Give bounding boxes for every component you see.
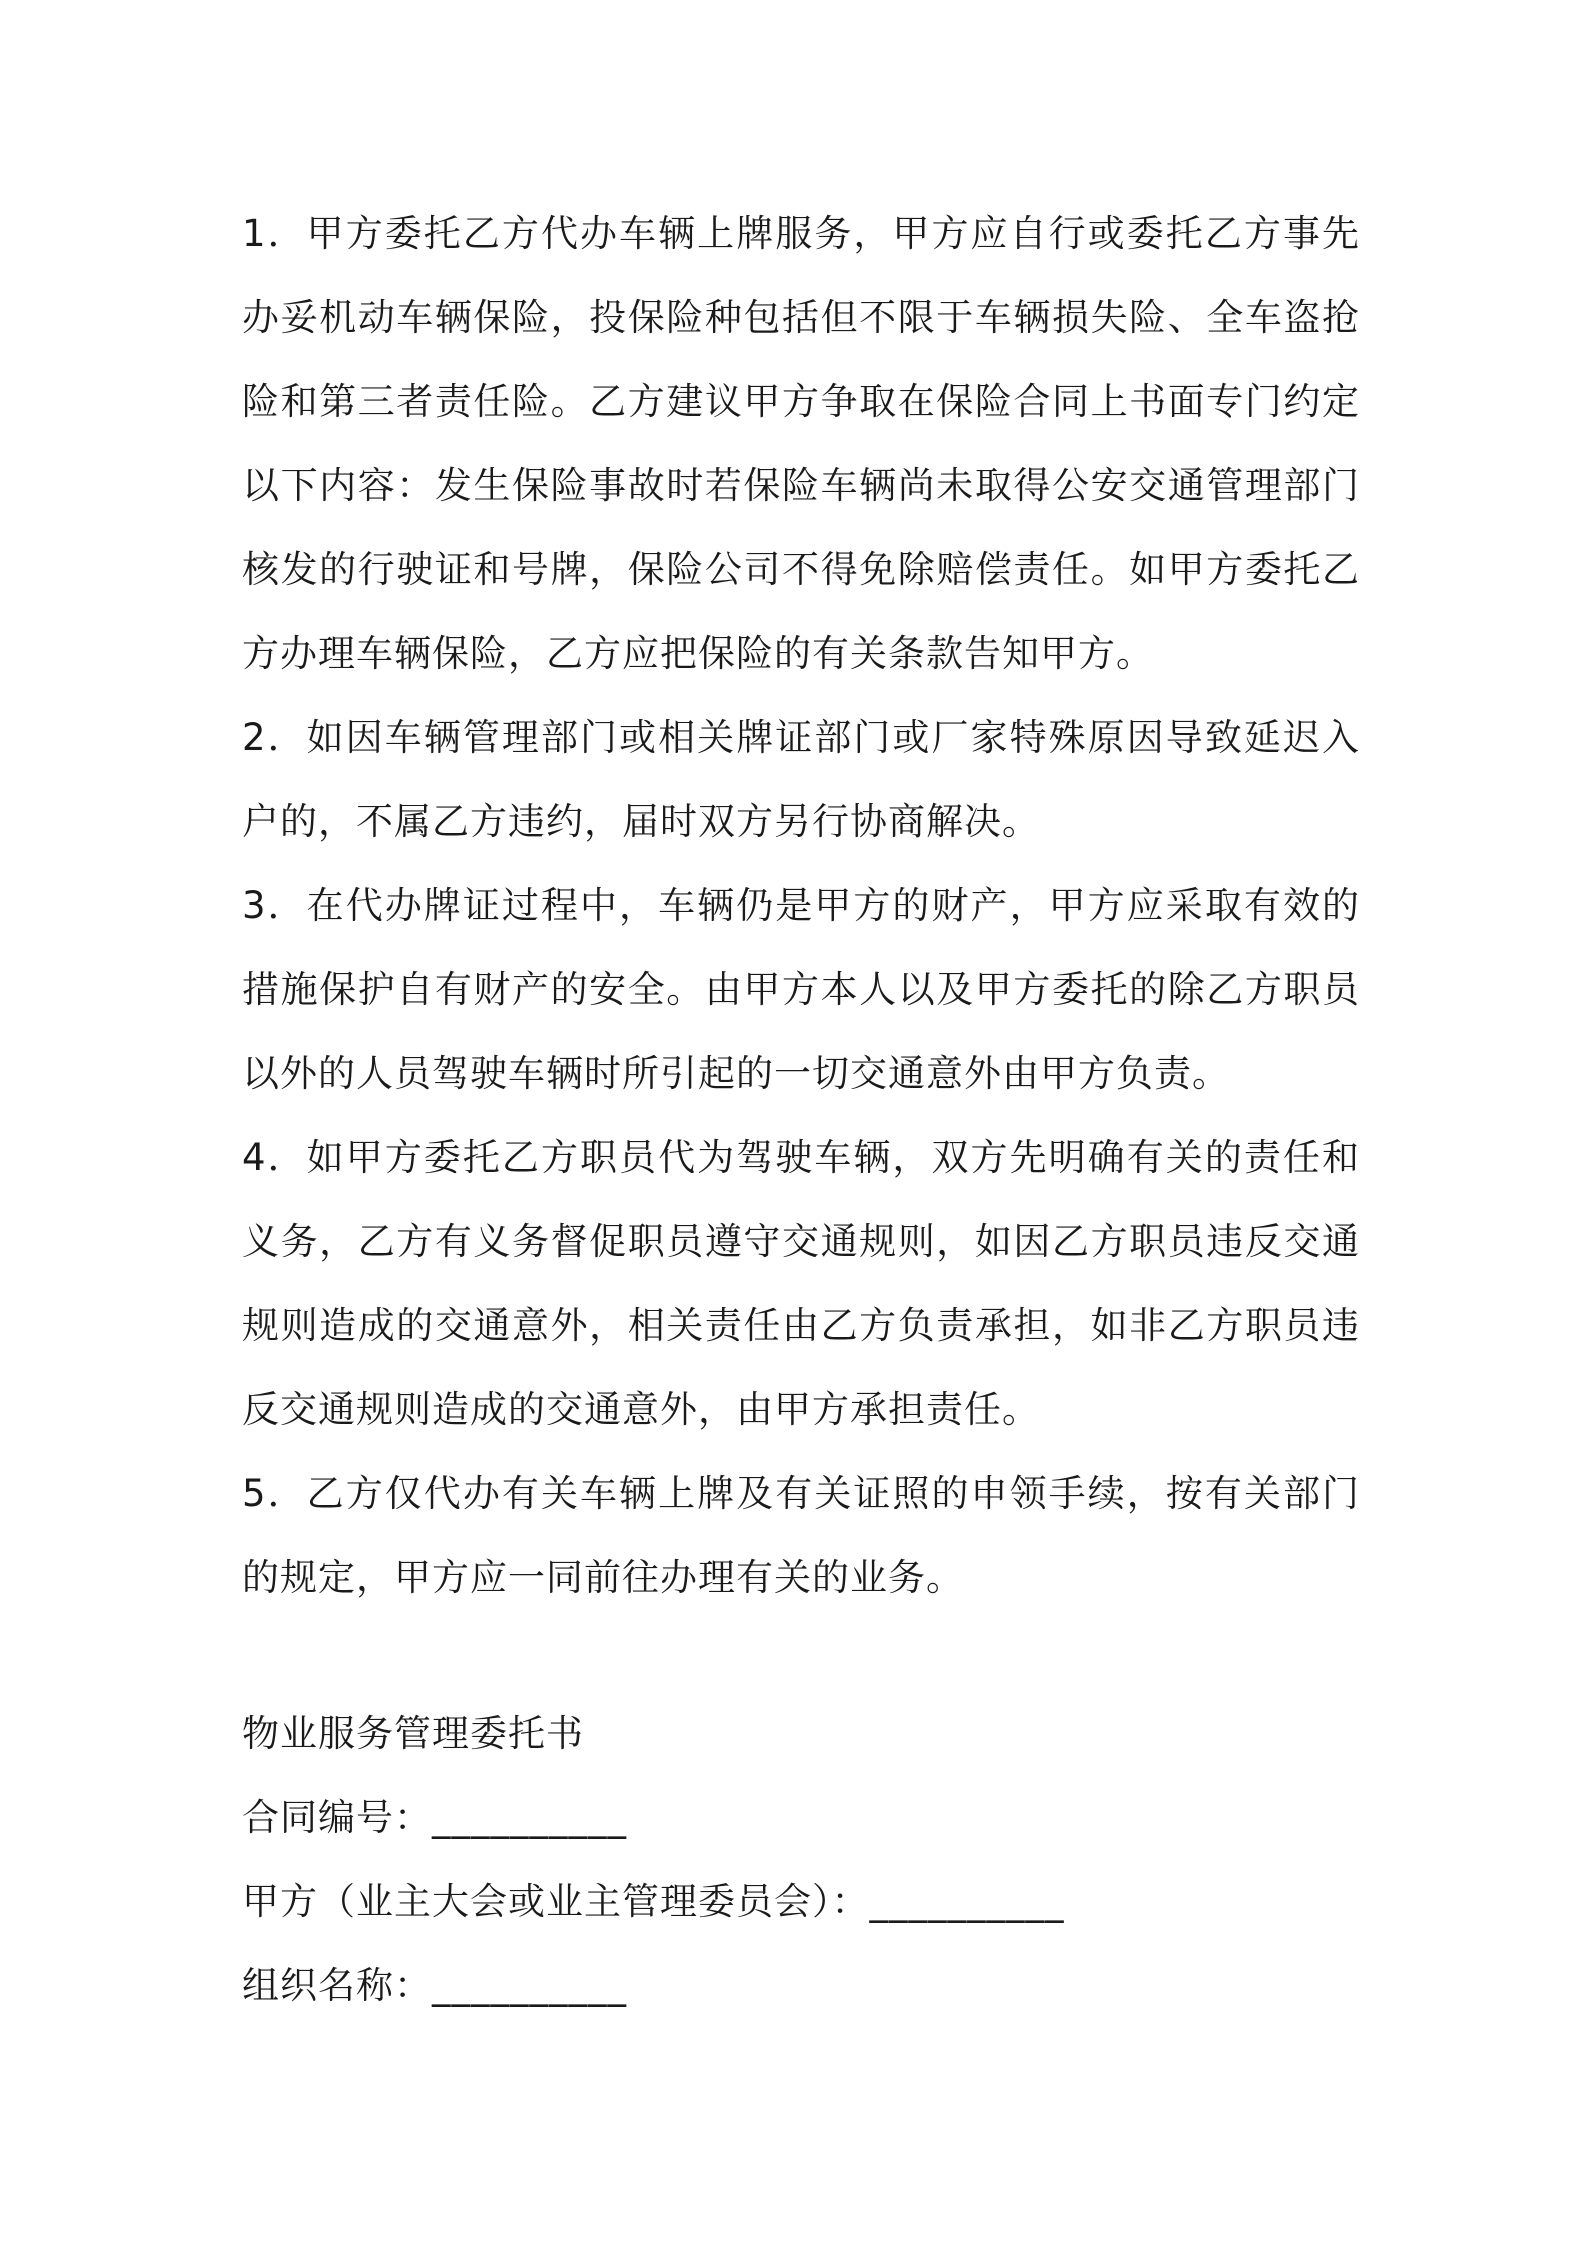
party-a-field: 甲方（业主大会或业主管理委员会）：__________ [242,1880,1065,1923]
clause-1: 1．甲方委托乙方代办车辆上牌服务，甲方应自行或委托乙方事先办妥机动车辆保险，投保险种包括但不限于车辆损失险、全车盗抢险和第三者责任险。乙方建议甲方争取在保险合同上书面专门约定以下内容：发生保险事故时若保险车辆尚未取得公安交通管理部门核发的行驶证和号牌，保险公司不得免除赔偿责任。如甲方委托乙方办理车辆保险，乙方应把保险的有关条款告知甲方。 [242,212,1360,675]
clause-4: 4．如甲方委托乙方职员代为驾驶车辆，双方先明确有关的责任和义务，乙方有义务督促职员遵守交通规则，如因乙方职员违反交通规则造成的交通意外，相关责任由乙方负责承担，如非乙方职员违反交通规则造成的交通意外，由甲方承担责任。 [242,1136,1360,1431]
form-title: 物业服务管理委托书 [242,1712,584,1755]
clause-2: 2．如因车辆管理部门或相关牌证部门或厂家特殊原因导致延迟入户的，不属乙方违约，届时双方另行协商解决。 [242,716,1360,843]
organization-name-field: 组织名称：__________ [242,1964,627,2007]
contract-number-field: 合同编号：__________ [242,1796,627,1839]
clause-3: 3．在代办牌证过程中，车辆仍是甲方的财产，甲方应采取有效的措施保护自有财产的安全。由甲方本人以及甲方委托的除乙方职员以外的人员驾驶车辆时所引起的一切交通意外由甲方负责。 [242,884,1360,1095]
clause-5: 5．乙方仅代办有关车辆上牌及有关证照的申领手续，按有关部门的规定，甲方应一同前往办理有关的业务。 [242,1472,1360,1599]
contract-clauses [242,192,1360,1620]
entrustment-form-header [242,1692,1360,2028]
